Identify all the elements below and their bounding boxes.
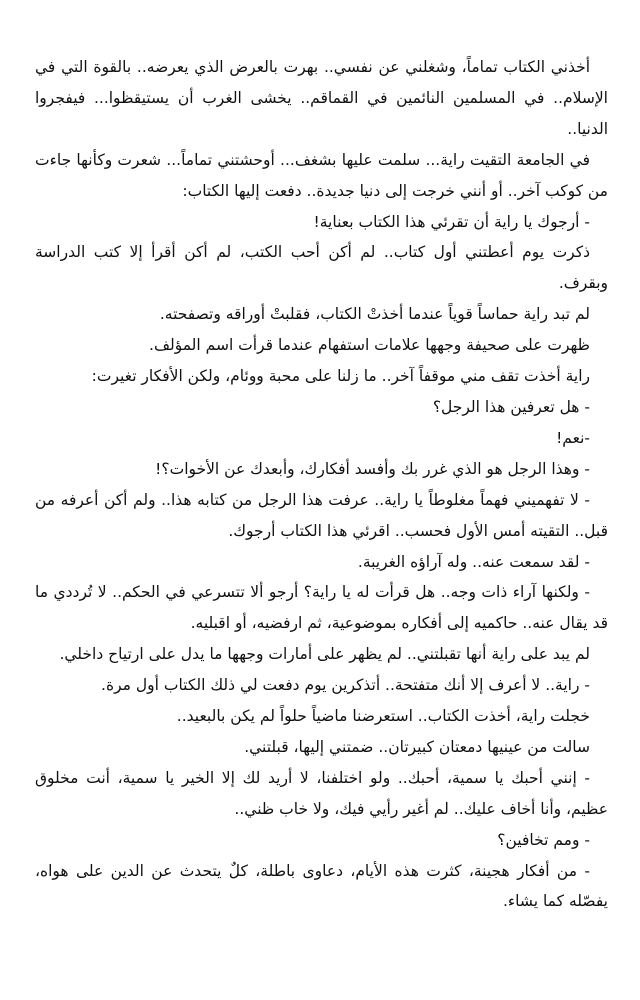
paragraph: - وهذا الرجل هو الذي غرر بك وأفسد أفكارك، وأبعدك عن الأخوات؟! bbox=[155, 459, 590, 478]
paragraph: - ولكنها آراء ذات وجه.. هل قرأت له يا راية؟ أرجو ألا تتسرعي في الحكم.. لا تُرددي ما قد يقال عنه.. حاكميه إلى أفكاره بموضوعية، ثم ارفضيه، أو اقبليه. bbox=[35, 583, 608, 633]
paragraph: - أرجوك يا راية أن تقرئي هذا الكتاب بعناية! bbox=[313, 212, 590, 231]
paragraph: - هل تعرفين هذا الرجل؟ bbox=[432, 397, 590, 416]
paragraph: سالت من عينيها دمعتان كبيرتان.. ضمتني إليها، قبلتني. bbox=[244, 737, 590, 756]
paragraph: - ومم تخافين؟ bbox=[497, 830, 590, 849]
paragraph: لم يبد على راية أنها تقبلتني.. لم يظهر على أمارات وجهها ما يدل على ارتياح داخلي. bbox=[59, 645, 590, 664]
paragraph: - راية.. لا أعرف إلا أنك متفتحة.. أتذكرين يوم دفعت لي ذلك الكتاب أول مرة. bbox=[101, 676, 590, 695]
paragraph: ظهرت على صحيفة وجهها علامات استفهام عندما قرأت اسم المؤلف. bbox=[149, 336, 590, 355]
paragraph: - إنني أحبك يا سمية، أحبك.. ولو اختلفنا، لا أريد لك إلا الخير يا سمية، أنت مخلوق عظيم، وأنا أخاف عليك.. لم أغير رأيي فيك، ولا خاب ظني.. bbox=[35, 768, 608, 818]
paragraph: - لا تفهميني فهماً مغلوطاً يا راية.. عرفت هذا الرجل من كتابه هذا.. ولم أكن أعرفه من قبل.. التقيته أمس الأول فحسب.. اقرئي هذا الكتاب أرجوك. bbox=[35, 490, 608, 540]
paragraph: راية أخذت تقف مني موقفاً آخر.. ما زلنا على محبة ووئام، ولكن الأفكار تغيرت: bbox=[91, 367, 590, 386]
paragraph: أخذني الكتاب تماماً، وشغلني عن نفسي.. بهرت بالعرض الذي يعرضه.. بالقوة التي في الإسلام.. في المسلمين النائمين في القماقم.. يخشى الغرب أن يستيقظوا... فيفجروا الدنيا.. bbox=[35, 58, 608, 138]
book-page bbox=[35, 52, 608, 917]
paragraph: - من أفكار هجينة، كثرت هذه الأيام، دعاوى باطلة، كلٌ يتحدث عن الدين على هواه، يفصّله كما يشاء. bbox=[35, 861, 608, 911]
paragraph: في الجامعة التقيت راية... سلمت عليها بشغف... أوحشتني تماماً... شعرت وكأنها جاءت من كوكب آخر.. أو أنني خرجت إلى دنيا جديدة.. دفعت إليها الكتاب: bbox=[35, 150, 608, 200]
paragraph: لم تبد راية حماساً قوياً عندما أخذتْ الكتاب، فقلبتْ أوراقه وتصفحته. bbox=[159, 305, 590, 324]
paragraph: -نعم! bbox=[556, 428, 590, 447]
paragraph: خجلت راية، أخذت الكتاب.. استعرضنا ماضياً حلواً لم يكن بالبعيد.. bbox=[176, 707, 590, 726]
paragraph: ذكرت يوم أعطتني أول كتاب.. لم أكن أحب الكتب، لم أكن أقرأ إلا كتب الدراسة وبقرف. bbox=[35, 243, 608, 293]
paragraph: - لقد سمعت عنه.. وله آراؤه الغريبة. bbox=[357, 552, 590, 571]
